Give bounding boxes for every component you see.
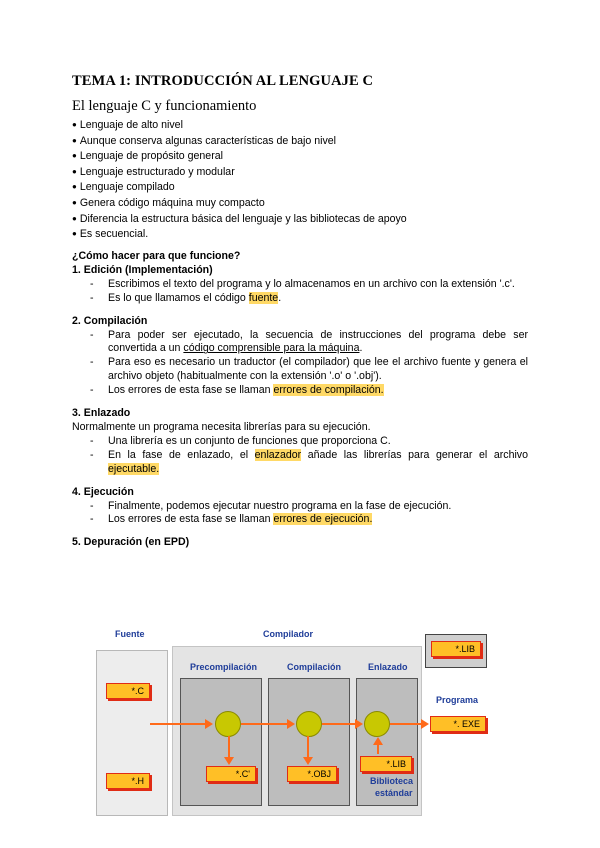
compilacion-label: Compilación <box>287 662 342 672</box>
step2-heading: 2. Compilación <box>72 314 148 327</box>
step2-list <box>72 329 528 399</box>
step3-list <box>72 435 528 477</box>
step1-heading: 1. Edición (Implementación) <box>72 263 213 276</box>
arrow-link-to-exe <box>390 723 422 725</box>
precompile-node <box>215 711 241 737</box>
text: En la fase de enlazado, el <box>108 448 255 461</box>
feature-list <box>72 118 532 243</box>
list-item: ● Diferencia la estructura básica del lenguaje y las bibliotecas de apoyo <box>72 212 532 228</box>
list-item: - Para eso es necesario un traductor (el compilador) que lee el archivo fuente y genera el archivo objeto (habitualmente con la extensión '.o' o '.obj'). <box>72 356 528 384</box>
list-item <box>72 513 528 527</box>
underlined-text: código comprensible para la máquina <box>183 342 360 355</box>
highlight-compile-errors: errores de compilación. <box>273 384 384 397</box>
text: Para poder ser ejecutado, la secuencia de instrucciones del programa debe ser convertida a un <box>108 328 528 355</box>
estandar-label: estándar <box>375 788 413 798</box>
step4-heading: 4. Ejecución <box>72 485 134 498</box>
list-item: ● Lenguaje de propósito general <box>72 149 532 165</box>
list-item: - Finalmente, podemos ejecutar nuestro programa en la fase de ejecución. <box>72 500 528 514</box>
text: . <box>359 342 363 355</box>
highlight-runtime-errors: errores de ejecución. <box>273 513 373 526</box>
howto-section <box>72 250 528 550</box>
list-item: ● Lenguaje compilado <box>72 180 532 196</box>
list-item: ● Lenguaje estructurado y modular <box>72 165 532 181</box>
text: Es lo que llamamos el código <box>108 291 249 304</box>
programa-label: Programa <box>436 695 479 705</box>
list-item: ● Lenguaje de alto nivel <box>72 118 532 134</box>
howto-question: ¿Cómo hacer para que funcione? <box>72 250 241 262</box>
file-c: *.C <box>106 683 150 699</box>
file-c-out: *.C' <box>206 766 256 782</box>
list-item <box>72 292 528 306</box>
list-item: ● Es secuencial. <box>72 227 532 243</box>
arrow-stdlib-input <box>377 744 379 754</box>
step1-list <box>72 278 528 306</box>
text: . <box>278 291 282 304</box>
text: añade las librerías para generar el archivo <box>301 448 528 461</box>
arrow-precompile-output <box>228 736 230 758</box>
highlight-fuente: fuente <box>248 291 279 304</box>
fuente-panel <box>96 650 168 816</box>
file-exe: *. EXE <box>430 716 486 732</box>
step5-heading: 5. Depuración (en EPD) <box>72 536 190 549</box>
arrow-compile-to-link <box>322 723 356 725</box>
link-node <box>364 711 390 737</box>
file-obj: *.OBJ <box>287 766 337 782</box>
enlazado-label: Enlazado <box>368 662 408 672</box>
highlight-ejecutable: ejecutable. <box>108 462 160 475</box>
list-item: - Escribimos el texto del programa y lo almacenamos en un archivo con la extensión '.c'. <box>72 278 528 292</box>
compile-node <box>296 711 322 737</box>
arrow-source-to-precompile <box>150 723 206 725</box>
text: Los errores de esta fase se llaman <box>108 384 274 397</box>
list-item <box>72 329 528 357</box>
arrow-precompile-to-compile <box>241 723 288 725</box>
file-lib-bottom: *.LIB <box>360 756 412 772</box>
list-item: ● Genera código máquina muy compacto <box>72 196 532 212</box>
compilacion-box <box>268 678 350 806</box>
section-subtitle: El lenguaje C y funcionamiento <box>72 98 257 114</box>
step3-intro: Normalmente un programa necesita librerías para su ejecución. <box>72 420 371 433</box>
list-item <box>72 384 528 398</box>
highlight-enlazador: enlazador <box>254 448 302 461</box>
list-item: ● Aunque conserva algunas características de bajo nivel <box>72 134 532 150</box>
step4-list <box>72 500 528 528</box>
biblioteca-label: Biblioteca <box>370 776 414 786</box>
list-item: - Una librería es un conjunto de funciones que proporciona C. <box>72 435 528 449</box>
file-lib-top: *.LIB <box>431 641 481 657</box>
list-item <box>72 449 528 477</box>
step3-heading: 3. Enlazado <box>72 407 131 420</box>
text: Los errores de esta fase se llaman <box>108 513 274 526</box>
precompilacion-box <box>180 678 262 806</box>
file-h: *.H <box>106 773 150 789</box>
page-title: TEMA 1: INTRODUCCIÓN AL LENGUAJE C <box>72 73 374 89</box>
fuente-label: Fuente <box>115 629 145 639</box>
enlazado-box <box>356 678 418 806</box>
compilador-label: Compilador <box>263 629 314 639</box>
arrow-compile-output <box>307 736 309 758</box>
precompilacion-label: Precompilación <box>190 662 258 672</box>
